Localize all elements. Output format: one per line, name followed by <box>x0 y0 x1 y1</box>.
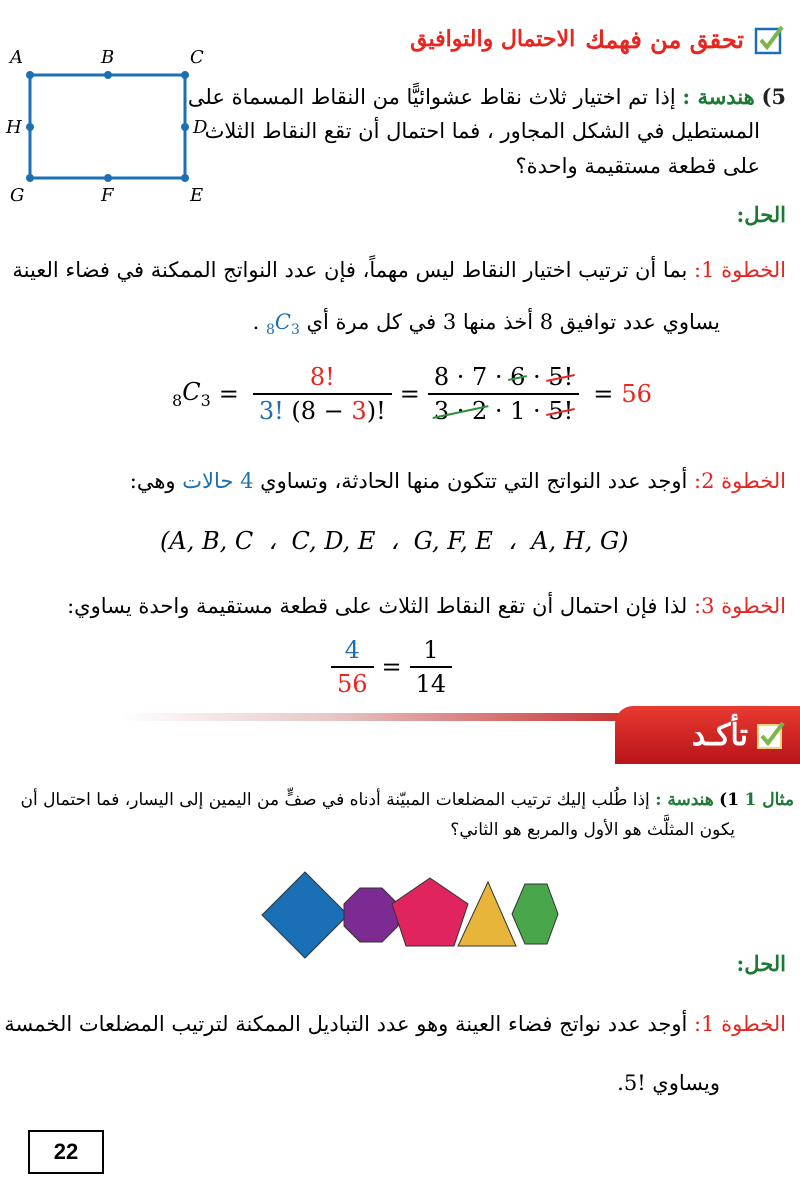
c-letter: C <box>274 310 291 334</box>
example-label: مثال 1 <box>744 790 794 810</box>
point-label-c: C <box>190 47 204 68</box>
point-label-d: D <box>193 117 208 138</box>
pentagon-shape <box>392 878 468 946</box>
cases-list: (A, B, C ، C, D, E ، G, F, E ، A, H, G) <box>160 527 629 555</box>
step2-end: وهي: <box>129 469 176 493</box>
step2-word: حالات <box>182 469 234 493</box>
problem-topic: هندسة : <box>682 84 755 109</box>
combination-notation <box>266 310 300 338</box>
problem-text: إذا تم اختيار ثلاث نقاط عشوائيًّا من النقاط المسماة على <box>187 85 676 109</box>
eq-lhs <box>172 378 211 410</box>
example-line2: يكون المثلَّث هو الأول والمربع هو الثاني؟ <box>450 820 735 840</box>
step1-text: بما أن ترتيب اختيار النقاط ليس مهماً، فإن عدد النواتج الممكنة في فضاء العينة <box>12 258 688 282</box>
example-number: 1) <box>719 790 740 810</box>
confirm-label: تأكـد <box>691 717 748 753</box>
fraction-1-denominator <box>253 393 392 425</box>
step1-text2: يساوي عدد توافيق 8 أخذ منها 3 في كل مرة أي <box>306 310 720 334</box>
num-a: 8 · 7 · <box>433 363 511 391</box>
cancelled-five-fact: 5! <box>548 363 574 391</box>
step2-line <box>130 469 786 493</box>
point-label-e: E <box>190 185 204 206</box>
example-solution-label: الحل: <box>736 951 786 976</box>
prob-denominator: 56 <box>331 666 374 698</box>
cancelled-three-two: 3 · 2 <box>433 397 488 425</box>
problem5-line2: المستطيل في الشكل المجاور ، فما احتمال أن تقع النقاط الثلاث <box>204 119 760 143</box>
rectangle-figure <box>0 45 210 210</box>
prob-equals: = <box>381 653 402 681</box>
check-understanding-title: تحقق من فهمك <box>585 24 744 54</box>
example-step1 <box>4 1012 786 1036</box>
polygons-row <box>260 870 560 970</box>
equals-sign-2: = <box>399 380 420 408</box>
step1-label: الخطوة 1: <box>694 258 786 282</box>
page-number: 22 <box>53 1139 79 1164</box>
c-pre-sub: 8 <box>265 322 275 339</box>
step2-label: الخطوة 2: <box>694 469 786 493</box>
den-b: (8 − <box>283 397 352 425</box>
fraction-1 <box>253 363 392 425</box>
point-label-g: G <box>10 185 25 206</box>
c-post-sub: 3 <box>290 322 300 339</box>
step1-line1 <box>12 258 786 282</box>
solution-label: الحل: <box>736 202 786 227</box>
equals-sign-3: = <box>593 380 614 408</box>
eq-result: 56 <box>621 380 652 408</box>
lhs-pre: 8 <box>172 390 183 410</box>
problem5-line3: على قطعة مستقيمة واحدة؟ <box>515 154 760 178</box>
example-step1-line2: ويساوي !5. <box>617 1071 720 1095</box>
den-mid: · 1 · <box>487 397 549 425</box>
lhs-post: 3 <box>200 390 211 410</box>
square-shape <box>262 872 348 958</box>
combination-equation <box>172 363 652 425</box>
num-c: · <box>525 363 549 391</box>
octagon-shape <box>344 888 398 942</box>
point-label-a: A <box>10 47 23 68</box>
fraction-2-numerator <box>428 363 579 393</box>
banner-bar <box>120 713 640 721</box>
checkmark-icon <box>756 720 786 750</box>
step2-count: 4 <box>240 469 254 493</box>
step1-line2 <box>253 310 720 338</box>
example-text: إذا طُلب إليك ترتيب المضلعات المبيّنة أدناه في صفٍّ من اليمين إلى اليسار، فما احتمال أن <box>20 790 650 810</box>
den-d: )! <box>366 397 386 425</box>
den-a: 3! <box>258 397 284 425</box>
fraction-2-denominator <box>428 393 579 425</box>
step3-text: لذا فإن احتمال أن تقع النقاط الثلاث على قطعة مستقيمة واحدة يساوي: <box>67 594 688 618</box>
fraction-1-numerator: 8! <box>309 363 335 391</box>
simplified-numerator: 1 <box>423 636 439 664</box>
step3-label: الخطوة 3: <box>694 594 786 618</box>
point-label-f: F <box>101 185 114 206</box>
hexagon-shape <box>512 884 558 944</box>
triangle-shape <box>458 882 516 946</box>
page-number-box <box>28 1130 104 1174</box>
checkmark-icon <box>754 23 786 55</box>
header <box>410 14 786 64</box>
den-c: 3 <box>351 397 367 425</box>
example-step1-text: أوجد عدد نواتج فضاء العينة وهو عدد التباديل الممكنة لترتيب المضلعات الخمسة <box>4 1012 688 1036</box>
step2-text: أوجد عدد النواتج التي تتكون منها الحادثة، وتساوي <box>260 469 688 493</box>
step3-line <box>67 594 786 618</box>
simplified-denominator: 14 <box>410 666 453 698</box>
confirm-banner <box>615 706 800 764</box>
equals-sign: = <box>218 380 239 408</box>
fraction-2 <box>428 363 579 425</box>
point-label-h: H <box>6 117 22 138</box>
prob-numerator: 4 <box>344 636 360 664</box>
lhs-c: C <box>182 378 201 407</box>
example-line1 <box>20 790 794 810</box>
cancelled-den-five: 5! <box>548 397 574 425</box>
fraction-1-14 <box>410 636 453 698</box>
cancelled-six: 6 <box>510 363 526 391</box>
example-topic: هندسة : <box>655 790 714 810</box>
lesson-title: الاحتمال والتوافيق <box>410 26 576 52</box>
point-label-b: B <box>101 47 115 68</box>
step1-end: . <box>252 310 260 334</box>
example-step1-label: الخطوة 1: <box>694 1012 786 1036</box>
probability-equation <box>325 636 458 698</box>
problem-number: 5) <box>761 84 786 109</box>
problem5-line1 <box>188 84 786 109</box>
fraction-4-56 <box>331 636 374 698</box>
